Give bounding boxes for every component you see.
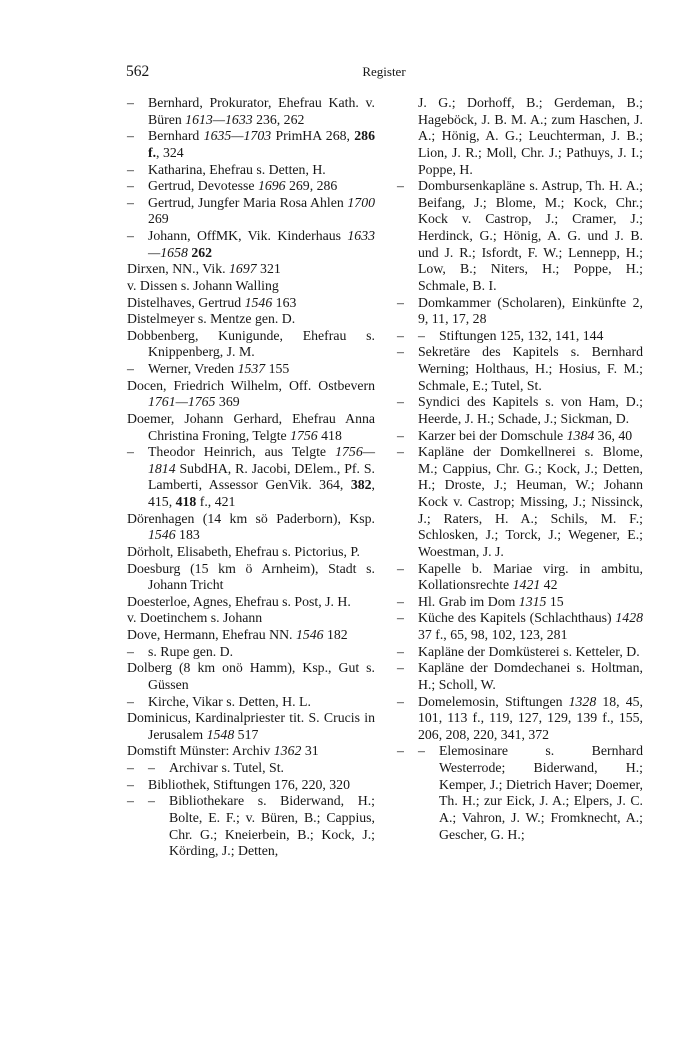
- entry-refs: 36, 40: [594, 427, 633, 443]
- entry-text: Johann, OffMK, Vik. Kinderhaus: [148, 228, 348, 243]
- index-entry: [397, 428, 643, 445]
- index-entry: [397, 394, 643, 427]
- entry-text: Theodor Heinrich, aus Telgte: [148, 444, 336, 460]
- index-entry: [397, 178, 643, 294]
- entry-refs: f., 421: [196, 494, 236, 509]
- entry-text: Dolberg (8 km onö Hamm), Ksp., Gut s. Güssen: [127, 660, 375, 692]
- entry-dash: –: [418, 327, 425, 343]
- entry-dash: –: [418, 743, 425, 759]
- entry-year: 1428: [615, 610, 643, 626]
- entry-refs: , 415,: [148, 477, 375, 509]
- entry-dash: –: [397, 327, 404, 343]
- index-entry: [397, 561, 643, 594]
- index-entry: [127, 295, 375, 312]
- entry-text: Dombursenkapläne s. Astrup, Th. H. A.; Beifang, J.; Blome, M.; Kock, Chr.; Kock v. Castrop, J.; Cramer, J.; Herdinck, G.; Hönig, A. G. und J. B. und J. R.; Isfordt, F. W.; Lennepp, H.; Low, B.; Niters, H.; Poppe, H.; Schmale, B. I.: [418, 178, 643, 293]
- entry-year: 1696: [257, 178, 286, 194]
- entry-refs: 31: [301, 743, 319, 759]
- entry-year: 1633—1658: [148, 228, 375, 260]
- entry-dash: –: [127, 95, 134, 110]
- index-entry: [127, 411, 375, 444]
- entry-text: Küche des Kapitels (Schlachthaus): [418, 610, 616, 626]
- entry-refs: 369: [215, 394, 240, 410]
- entry-text: Doesburg (15 km ö Arnheim), Stadt s. Johann Tricht: [127, 560, 375, 593]
- index-entry: [127, 95, 375, 128]
- entry-text: Bibliothekare s. Biderwand, H.; Bolte, E. F.; v. Büren, B.; Cappius, Chr. G.; Kneierbein, B.; Kock, J.; Körding, J.; Detten,: [169, 793, 375, 859]
- entry-text: Kapläne der Domdechanei s. Holtman, H.; Scholl, W.: [418, 660, 643, 692]
- entry-refs: SubdHA, R. Jacobi, DElem., Pf. S. Lamberti, Assessor GenVik. 364,: [148, 460, 375, 493]
- index-column-left: [127, 95, 375, 860]
- entry-refs: 15: [546, 593, 564, 609]
- index-entry: [127, 743, 375, 760]
- index-column-right: [397, 95, 643, 843]
- entry-text: Hl. Grab im Dom: [418, 593, 519, 609]
- entry-dash: –: [127, 643, 134, 659]
- entry-dash: –: [127, 178, 134, 194]
- index-entry: [127, 777, 375, 794]
- entry-year: 1546: [244, 294, 273, 310]
- entry-text: Dörenhagen (14 km sö Paderborn), Ksp.: [127, 510, 375, 526]
- entry-text: Dörholt, Elisabeth, Ehefrau s. Pictorius, P.: [127, 543, 360, 559]
- entry-text: Dominicus, Kardinalpriester tit. S. Crucis in Jerusalem: [127, 710, 375, 742]
- running-head: Register: [362, 64, 406, 79]
- index-entry: [397, 344, 643, 394]
- entry-text: Stiftungen 125, 132, 141, 144: [439, 327, 604, 343]
- entry-text: Bernhard, Prokurator, Ehefrau Kath. v. Büren: [148, 95, 375, 127]
- entry-refs: 182: [323, 627, 348, 642]
- index-entry: [127, 793, 375, 860]
- page-number: 562: [126, 63, 150, 80]
- index-entry: [127, 627, 375, 644]
- entry-refs: 269: [148, 211, 169, 227]
- entry-dash: –: [397, 660, 404, 676]
- index-entry: [397, 95, 643, 178]
- entry-year: 1546: [295, 627, 324, 642]
- index-entry: [127, 311, 375, 328]
- entry-text: Domelemosin, Stiftungen: [418, 693, 569, 709]
- entry-dash: –: [397, 560, 404, 576]
- index-entry: [127, 444, 375, 511]
- entry-year: 1328: [568, 693, 597, 709]
- index-entry: [127, 544, 375, 561]
- entry-refs: 517: [234, 726, 259, 742]
- entry-text: Doesterloe, Agnes, Ehefrau s. Post, J. H.: [127, 593, 351, 609]
- index-entry: [397, 743, 643, 843]
- entry-dash: –: [397, 610, 404, 626]
- entry-refs: 236, 262: [252, 111, 305, 127]
- entry-year: 1315: [518, 593, 547, 609]
- entry-text: Dobbenberg, Kunigunde, Ehefrau s. Knippenberg, J. M.: [127, 327, 375, 360]
- index-entry: [127, 644, 375, 661]
- index-entry: [127, 511, 375, 544]
- entry-dash: –: [397, 344, 404, 360]
- entry-year: 1537: [237, 361, 266, 376]
- entry-dash: –: [127, 161, 134, 177]
- entry-refs: , 324: [156, 144, 184, 160]
- entry-text: Katharina, Ehefrau s. Detten, H.: [148, 161, 326, 177]
- entry-year: 1635—1703: [203, 128, 272, 144]
- entry-year: 1756: [290, 427, 318, 443]
- entry-refs: 269, 286: [285, 178, 338, 194]
- entry-refs: 183: [175, 527, 200, 543]
- entry-dash: –: [127, 228, 134, 243]
- entry-text: Elemosinare s. Bernhard Westerrode; Biderwand, H.; Kemper, J.; Dietrich Haver; Doemer, Th. H.; zur Eick, J. A.; Elpers, J. C. A.; Vahron, J. W.; Fromknecht, A.; Gescher, G. H.;: [439, 743, 643, 842]
- entry-text: Dirxen, NN., Vik.: [127, 261, 230, 277]
- entry-refs: 163: [272, 294, 297, 310]
- entry-text: s. Rupe gen. D.: [148, 643, 234, 659]
- index-entry: [397, 594, 643, 611]
- entry-refs: PrimHA 268,: [271, 128, 355, 144]
- entry-main-ref: 418: [175, 494, 197, 509]
- index-entry: [127, 378, 375, 411]
- entry-year: 1362: [273, 743, 302, 759]
- entry-text: Domstift Münster: Archiv: [127, 743, 274, 759]
- index-entry: [127, 278, 375, 295]
- entry-dash: –: [397, 178, 404, 194]
- entry-text: Kirche, Vikar s. Detten, H. L.: [148, 693, 311, 709]
- entry-dash: –: [127, 444, 134, 460]
- entry-dash: –: [397, 743, 404, 759]
- entry-year: 1384: [566, 427, 595, 443]
- page-header: [126, 63, 642, 85]
- index-entry: [127, 195, 375, 228]
- entry-refs: 155: [265, 361, 290, 376]
- index-entry: [397, 644, 643, 661]
- entry-main-ref: 286 f.: [148, 128, 375, 160]
- index-entry: [397, 295, 643, 328]
- entry-refs: 18, 45, 101, 113 f., 119, 127, 129, 139 f., 155, 206, 208, 220, 341, 372: [418, 693, 643, 742]
- index-entry: [127, 261, 375, 278]
- entry-dash: –: [397, 294, 404, 310]
- entry-year: 1761—1765: [148, 394, 216, 410]
- entry-year: 1613—1633: [185, 111, 253, 127]
- entry-refs: 42: [540, 577, 558, 593]
- entry-text: Kapläne der Domkellnerei s. Blome, M.; Cappius, Chr. G.; Kock, J.; Detten, H.; Droste, J.; Heuman, W.; Johann Kock v. Castrop; Missing, J.; Nissinck, J.; Raters, H. A.; Schils, M. F.; Schlosken, J.; Torck, J.; Wegener, E.; Woestman, J. J.: [418, 444, 643, 559]
- entry-dash: –: [127, 776, 134, 792]
- entry-text: Doemer, Johann Gerhard, Ehefrau Anna Christina Froning, Telgte: [127, 410, 375, 443]
- entry-text: Distelhaves, Gertrud: [127, 294, 245, 310]
- entry-dash: –: [397, 427, 404, 443]
- entry-dash: –: [148, 793, 155, 809]
- entry-dash: –: [127, 760, 134, 775]
- entry-text: Archivar s. Tutel, St.: [169, 760, 284, 775]
- index-entry: [127, 594, 375, 611]
- index-entry: [127, 178, 375, 195]
- entry-dash: –: [397, 444, 404, 460]
- entry-dash: –: [127, 693, 134, 709]
- index-entry: [127, 694, 375, 711]
- index-entry: [127, 561, 375, 594]
- index-entry: [397, 610, 643, 643]
- entry-text: Bibliothek, Stiftungen 176, 220, 320: [148, 776, 350, 792]
- entry-refs: 418: [317, 427, 342, 443]
- entry-text: J. G.; Dorhoff, B.; Gerdeman, B.; Hageböck, J. B. M. A.; zum Haschen, J. A.; Hönig, A. G.; Leuchterman, J. B.; Lion, J. R.; Moll, Chr. J.; Pathuys, J. I.; Poppe, H.: [418, 95, 643, 177]
- entry-dash: –: [127, 128, 134, 144]
- entry-text: v. Dissen s. Johann Walling: [127, 277, 279, 293]
- index-entry: [127, 162, 375, 179]
- entry-text: Docen, Friedrich Wilhelm, Off. Ostbevern: [127, 377, 375, 393]
- entry-text: Dove, Hermann, Ehefrau NN.: [127, 627, 296, 642]
- entry-text: Werner, Vreden: [148, 361, 238, 376]
- entry-dash: –: [127, 793, 134, 809]
- entry-refs: 37 f., 65, 98, 102, 123, 281: [418, 627, 568, 642]
- entry-dash: –: [397, 693, 404, 709]
- index-entry: [397, 694, 643, 744]
- index-entry: [127, 610, 375, 627]
- index-entry: [127, 228, 375, 261]
- entry-dash: –: [127, 361, 134, 376]
- entry-dash: –: [148, 760, 155, 775]
- entry-text: Kapläne der Domküsterei s. Ketteler, D.: [418, 643, 640, 659]
- index-entry: [127, 760, 375, 777]
- entry-text: Gertrud, Jungfer Maria Rosa Ahlen: [148, 194, 348, 210]
- entry-year: 1421: [512, 577, 541, 593]
- entry-text: Gertrud, Devotesse: [148, 178, 258, 194]
- entry-text: Karzer bei der Domschule: [418, 427, 567, 443]
- entry-dash: –: [397, 394, 404, 410]
- entry-year: 1700: [347, 194, 375, 210]
- entry-text: Distelmeyer s. Mentze gen. D.: [127, 311, 296, 327]
- entry-text: Kapelle b. Mariae virg. in ambitu, Kollationsrechte: [418, 560, 643, 593]
- index-entry: [127, 710, 375, 743]
- entry-year: 1546: [148, 527, 176, 543]
- index-entry: [127, 660, 375, 693]
- index-entry: [127, 361, 375, 378]
- entry-dash: –: [397, 593, 404, 609]
- entry-text: v. Doetinchem s. Johann: [127, 610, 263, 626]
- entry-text: Sekretäre des Kapitels s. Bernhard Werning; Holthaus, H.; Hosius, F. M.; Schmale, E.; Tutel, St.: [418, 344, 643, 393]
- entry-year: 1697: [229, 261, 257, 277]
- entry-text: Syndici des Kapitels s. von Ham, D.; Heerde, J. H.; Schade, J.; Sickman, D.: [418, 394, 643, 426]
- index-entry: [397, 660, 643, 693]
- entry-main-ref: 262: [191, 244, 213, 260]
- entry-dash: –: [127, 194, 134, 210]
- entry-year: 1756—1814: [148, 444, 375, 476]
- entry-refs: 321: [256, 261, 281, 277]
- entry-main-ref: 382: [350, 477, 372, 493]
- entry-text: Bernhard: [148, 128, 204, 144]
- index-entry: [127, 128, 375, 161]
- entry-dash: –: [397, 643, 404, 659]
- index-entry: [397, 328, 643, 345]
- entry-text: Domkammer (Scholaren), Einkünfte 2, 9, 11, 17, 28: [418, 294, 643, 327]
- entry-year: 1548: [206, 726, 235, 742]
- index-entry: [397, 444, 643, 560]
- index-entry: [127, 328, 375, 361]
